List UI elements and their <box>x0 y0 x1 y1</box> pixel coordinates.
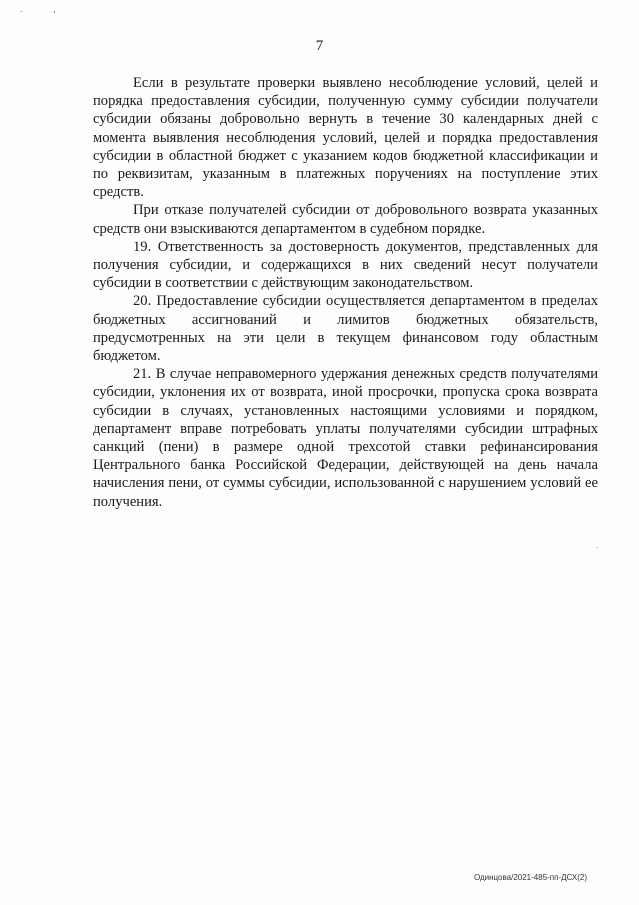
paragraph-21-penalties: 21. В случае неправомерного удержания денежных средств получателями субсидии, уклонения их от возврата, иной просрочки, пропуска срока возврата субсидии в случаях, установленных настоящими условиями и порядком, департамент вправе потребовать уплаты получателями субсидии штрафных санкций (пени) в размере одной трехсотой ставки рефинансирования Центрального банка Российской Федерации, действующей на день начала начисления пени, от суммы субсидии, использованной с нарушением условий ее получения. <box>93 366 598 510</box>
document-body <box>93 74 598 511</box>
paragraph-court-recovery: При отказе получателей субсидии от добровольного возврата указанных средств они взыскиваются департаментом в судебном порядке. <box>93 202 598 237</box>
document-code: Одинцова/2021-485-пп-ДСХ(2) <box>473 873 587 882</box>
scan-speck <box>596 547 598 548</box>
paragraph-refund-obligation: Если в результате проверки выявлено несоблюдение условий, целей и порядка предоставления субсидии, полученную сумму субсидии получатели субсидии обязаны добровольно вернуть в течение 30 календарных дней с момента выявления несоблюдения условий, целей и порядка предоставления субсидии в областной бюджет с указанием кодов бюджетной классификации и по реквизитам, указанным в платежных поручениях на поступление этих средств. <box>93 75 598 201</box>
paragraph-20-budget-limits: 20. Предоставление субсидии осуществляется департаментом в пределах бюджетных ассигнований и лимитов бюджетных обязательств, предусмотренных на эти цели в текущем финансовом году областным бюджетом. <box>93 293 598 365</box>
paragraph-19-responsibility: 19. Ответственность за достоверность документов, представленных для получения субсидии, и содержащихся в них сведений несут получатели субсидии в соответствии с действующим законодательством. <box>93 238 598 292</box>
scan-marks: . , <box>20 4 70 14</box>
page-number: 7 <box>315 38 324 54</box>
